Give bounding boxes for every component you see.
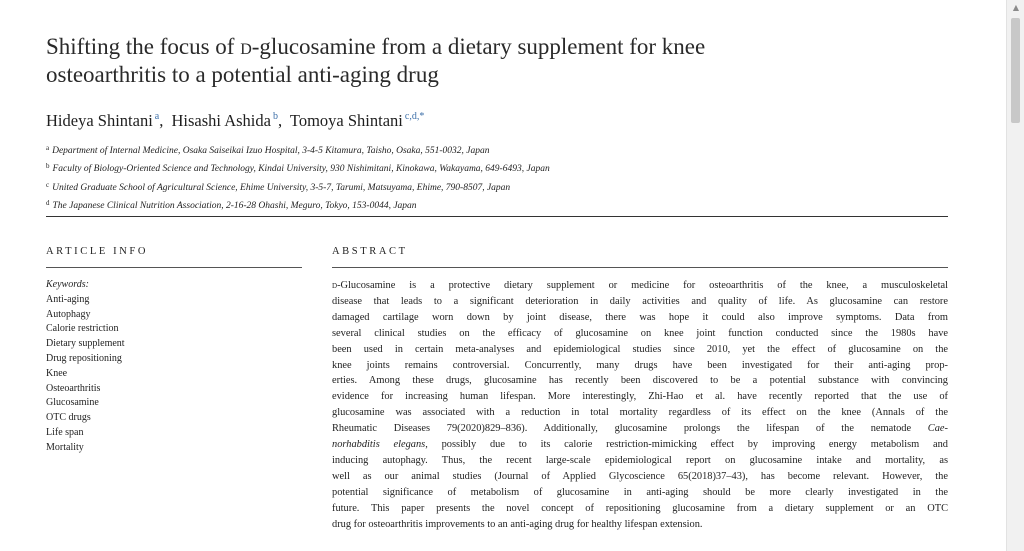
abstract-line: been used in certain meta-analyses and epidemiological studies since 2010, yet the effect of glucosamine on the xyxy=(332,343,948,355)
author-name[interactable]: Tomoya Shintani xyxy=(289,111,403,130)
abstract-line: d-Glucosamine is a protective dietary supplement or medicine for osteoarthritis of the knee, a musculoskeletal xyxy=(332,280,948,291)
abstract-line: Rheumatic Diseases 79(2020)829–836). Additionally, glucosamine prolongs the lifespan of the nematode Cae- xyxy=(332,423,948,435)
keyword-item: Dietary supplement xyxy=(46,338,125,350)
author-name[interactable]: Hideya Shintani xyxy=(46,111,153,130)
keyword-item: Life span xyxy=(46,426,84,438)
abstract-line: evidence for increasing human lifespan. More interestingly, Zhi-Hao et al. have recently reported that the use of xyxy=(332,391,948,403)
abstract-divider xyxy=(332,267,948,268)
keyword-item: OTC drugs xyxy=(46,412,91,424)
abstract-line: several clinical studies on the efficacy of glucosamine on knee joint function conducted since the 1980s have xyxy=(332,327,948,339)
abstract-line: well as our animal studies (Journal of Applied Glycoscience 65(2018)37–43), has become relevant. However, the xyxy=(332,470,948,482)
abstract-line: norhabditis elegans, possibly due to its calorie restriction-mimicking effect by improving energy metabolism and xyxy=(332,439,948,451)
abstract-line: glucosamine was associated with a reduction in total mortality regardless of its effect on the knee (Annals of the xyxy=(332,407,948,419)
keywords-section xyxy=(46,278,296,456)
abstract-line: inducing autophagy. Thus, the recent large-scale epidemiological report on glucosamine intake and mortality, as xyxy=(332,454,948,466)
abstract-line: erties. Among these drugs, glucosamine has recently been discovered to be a potential substance with convincing xyxy=(332,375,948,387)
vertical-scrollbar[interactable] xyxy=(1006,0,1024,551)
abstract-heading: ABSTRACT xyxy=(332,246,408,257)
abstract-line: disease that leads to a significant deterioration in daily activities and quality of life. As glucosamine can restore xyxy=(332,295,948,307)
keyword-item: Mortality xyxy=(46,441,84,453)
keyword-item: Drug repositioning xyxy=(46,352,122,364)
abstract-line: drug for osteoarthritis improvements to an anti-aging drug for healthy lifespan extension. xyxy=(332,518,703,530)
affiliation-item: $^c$ United Graduate School of Agricultural Science, Ehime University, 3-5-7, Tarumi, Matsuyama, Ehime, 790-8507, Japan xyxy=(46,180,511,193)
author-affiliation-mark[interactable]: c,d,* xyxy=(404,111,425,122)
author-list: Hideya Shintani $^a$, Hisashi Ashida $^b$, Tomoya Shintani $^{c,d,*}$ xyxy=(46,111,425,130)
keyword-item: Autophagy xyxy=(46,308,91,320)
header-divider xyxy=(46,216,948,217)
scrollbar-thumb[interactable] xyxy=(1011,18,1020,123)
article-info-divider xyxy=(46,267,302,268)
affiliation-item: $^d$ The Japanese Clinical Nutrition Association, 2-16-28 Ohashi, Meguro, Tokyo, 153-0044, Japan xyxy=(46,199,417,212)
keyword-item: Anti-aging xyxy=(46,293,90,305)
affiliation-list xyxy=(46,141,906,215)
author-affiliation-mark[interactable]: a xyxy=(154,111,160,122)
author-affiliation-mark[interactable]: b xyxy=(272,111,278,122)
affiliation-item: $^a$ Department of Internal Medicine, Osaka Saiseikai Izuo Hospital, 3-4-5 Kitamura, Taisho, Osaka, 551-0032, Japan xyxy=(46,144,490,156)
scroll-up-arrow-icon[interactable]: ▲ xyxy=(1012,3,1020,12)
keyword-item: Glucosamine xyxy=(46,397,99,409)
article-info-heading: ARTICLE INFO xyxy=(46,246,149,257)
keyword-item: Osteoarthritis xyxy=(46,382,101,394)
article-title: Shifting the focus of d-glucosamine from a dietary supplement for knee osteoarthritis to a potential anti-aging drug xyxy=(46,34,706,87)
keywords-list xyxy=(46,293,296,456)
keyword-item: Knee xyxy=(46,367,68,379)
abstract-body xyxy=(332,278,948,533)
keywords-label: Keywords: xyxy=(46,279,89,290)
author-name[interactable]: Hisashi Ashida xyxy=(171,111,271,130)
abstract-line: future. This paper presents the novel concept of repositioning glucosamine from a dietary supplement or an OTC xyxy=(332,502,948,514)
keyword-item: Calorie restriction xyxy=(46,323,119,335)
affiliation-item: $^b$ Faculty of Biology-Oriented Science and Technology, Kindai University, 930 Nishimitani, Kinokawa, Wakayama, 649-6493, Japan xyxy=(46,162,550,175)
abstract-line: damaged cartilage worn down by joint disease, there was hope it could also improve symptoms. Data from xyxy=(332,311,948,323)
abstract-line: knee joints remains controversial. Concurrently, many drugs have been investigated for their anti-aging prop- xyxy=(332,359,948,371)
abstract-line: potential significance of metabolism of glucosamine in anti-aging should be more clearly investigated in the xyxy=(332,486,948,498)
